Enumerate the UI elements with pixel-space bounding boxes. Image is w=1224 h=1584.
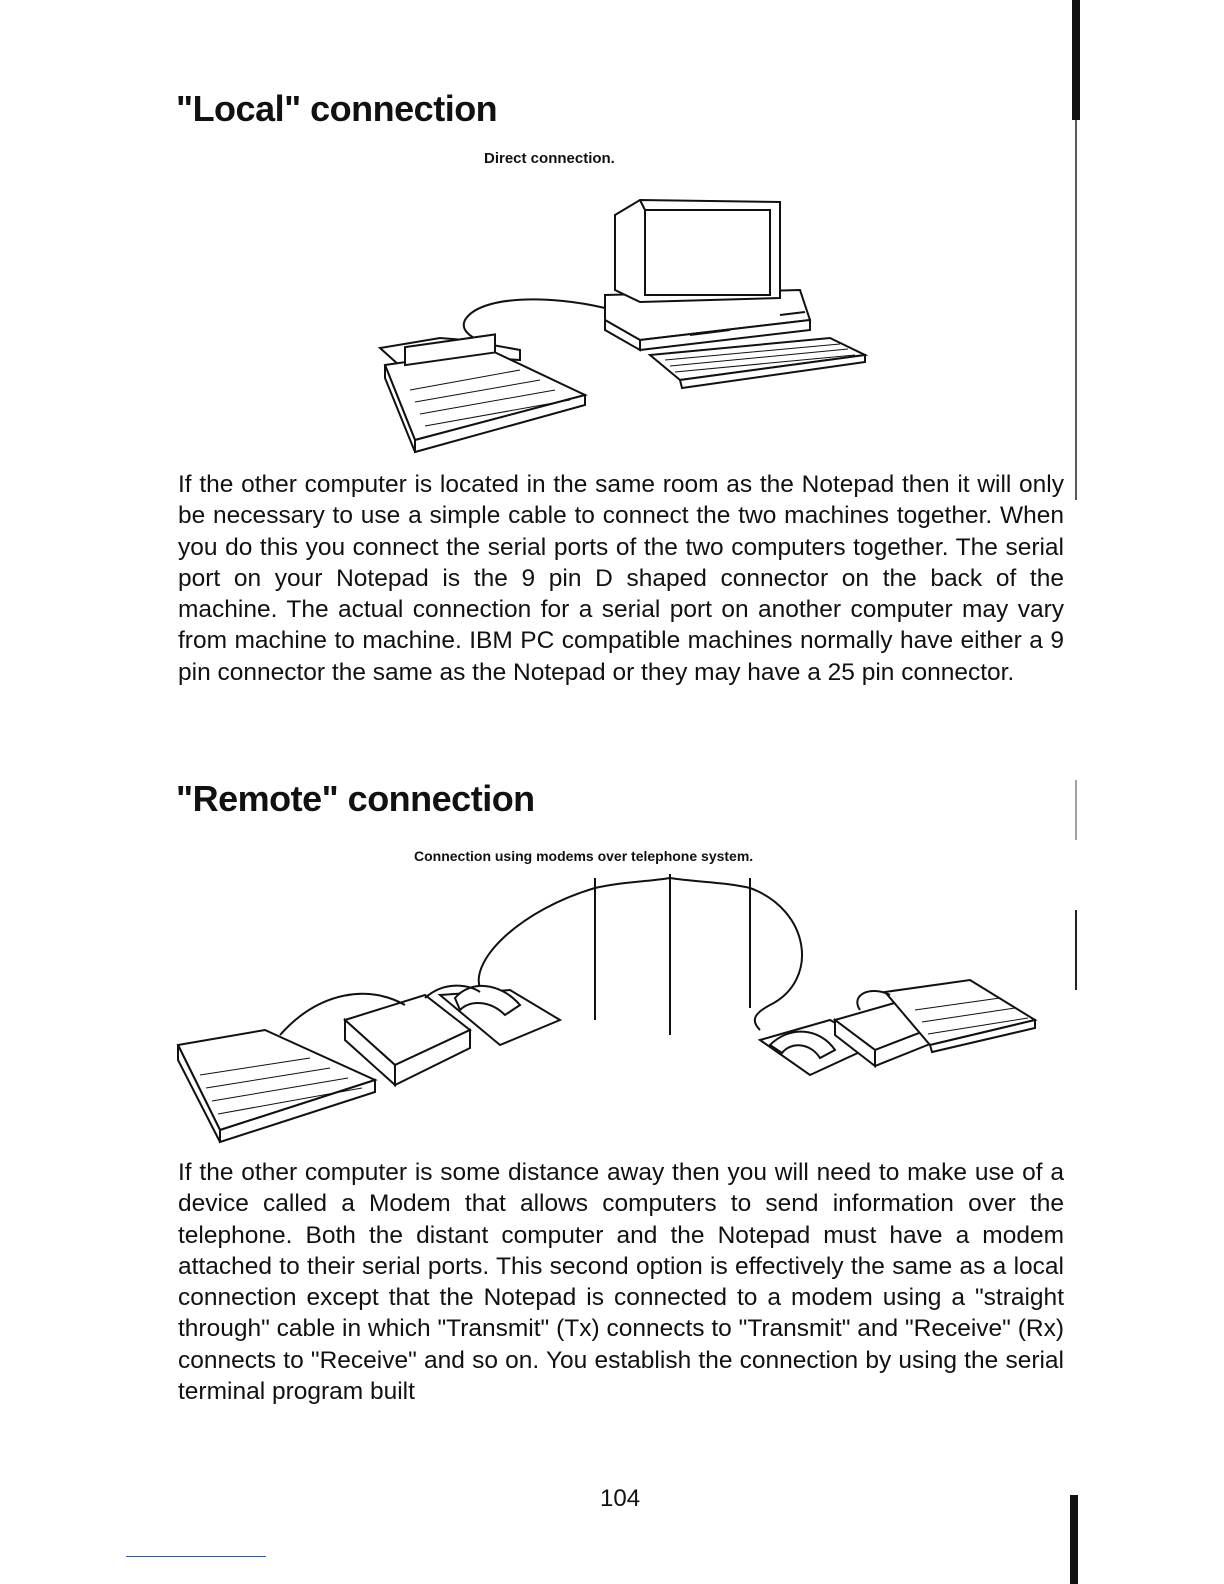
remote-connection-heading: "Remote" connection bbox=[176, 778, 535, 819]
local-connection-paragraph: If the other computer is located in the same room as the Notepad then it will only be necessary to use a simple cable to connect the two machines together. When you do this you connect the serial ports of the two computers together. The serial port on your Notepad is the 9 pin D shaped connector on the back of the machine. The actual connection for a serial port on another computer may vary from machine to machine. IBM PC compatible machines normally have either a 9 pin connector the same as the Notepad or they may have a 25 pin connector. bbox=[178, 471, 1064, 686]
page-number: 104 bbox=[600, 1485, 641, 1512]
modem-connection-caption: Connection using modems over telephone system. bbox=[414, 848, 754, 864]
direct-connection-illustration bbox=[370, 190, 880, 455]
remote-connection-paragraph: If the other computer is some distance away then you will need to make use of a device called a Modem that allows computers to send information over the telephone. Both the distant computer and the Notepad must have a modem attached to their serial ports. This second option is effectively the same as a local connection except that the Notepad is connected to a modem using a "straight through" cable in which "Transmit" (Tx) connects to "Transmit" and "Receive" (Rx) connects to "Receive" and so on. You establish the connection by using the serial terminal program built bbox=[178, 1159, 1064, 1406]
footer-rule bbox=[126, 1556, 266, 1557]
local-connection-heading: "Local" connection bbox=[176, 88, 498, 129]
direct-connection-caption: Direct connection. bbox=[484, 150, 615, 167]
modem-connection-illustration bbox=[170, 870, 1050, 1150]
scan-edge-mark bbox=[1068, 0, 1080, 1584]
